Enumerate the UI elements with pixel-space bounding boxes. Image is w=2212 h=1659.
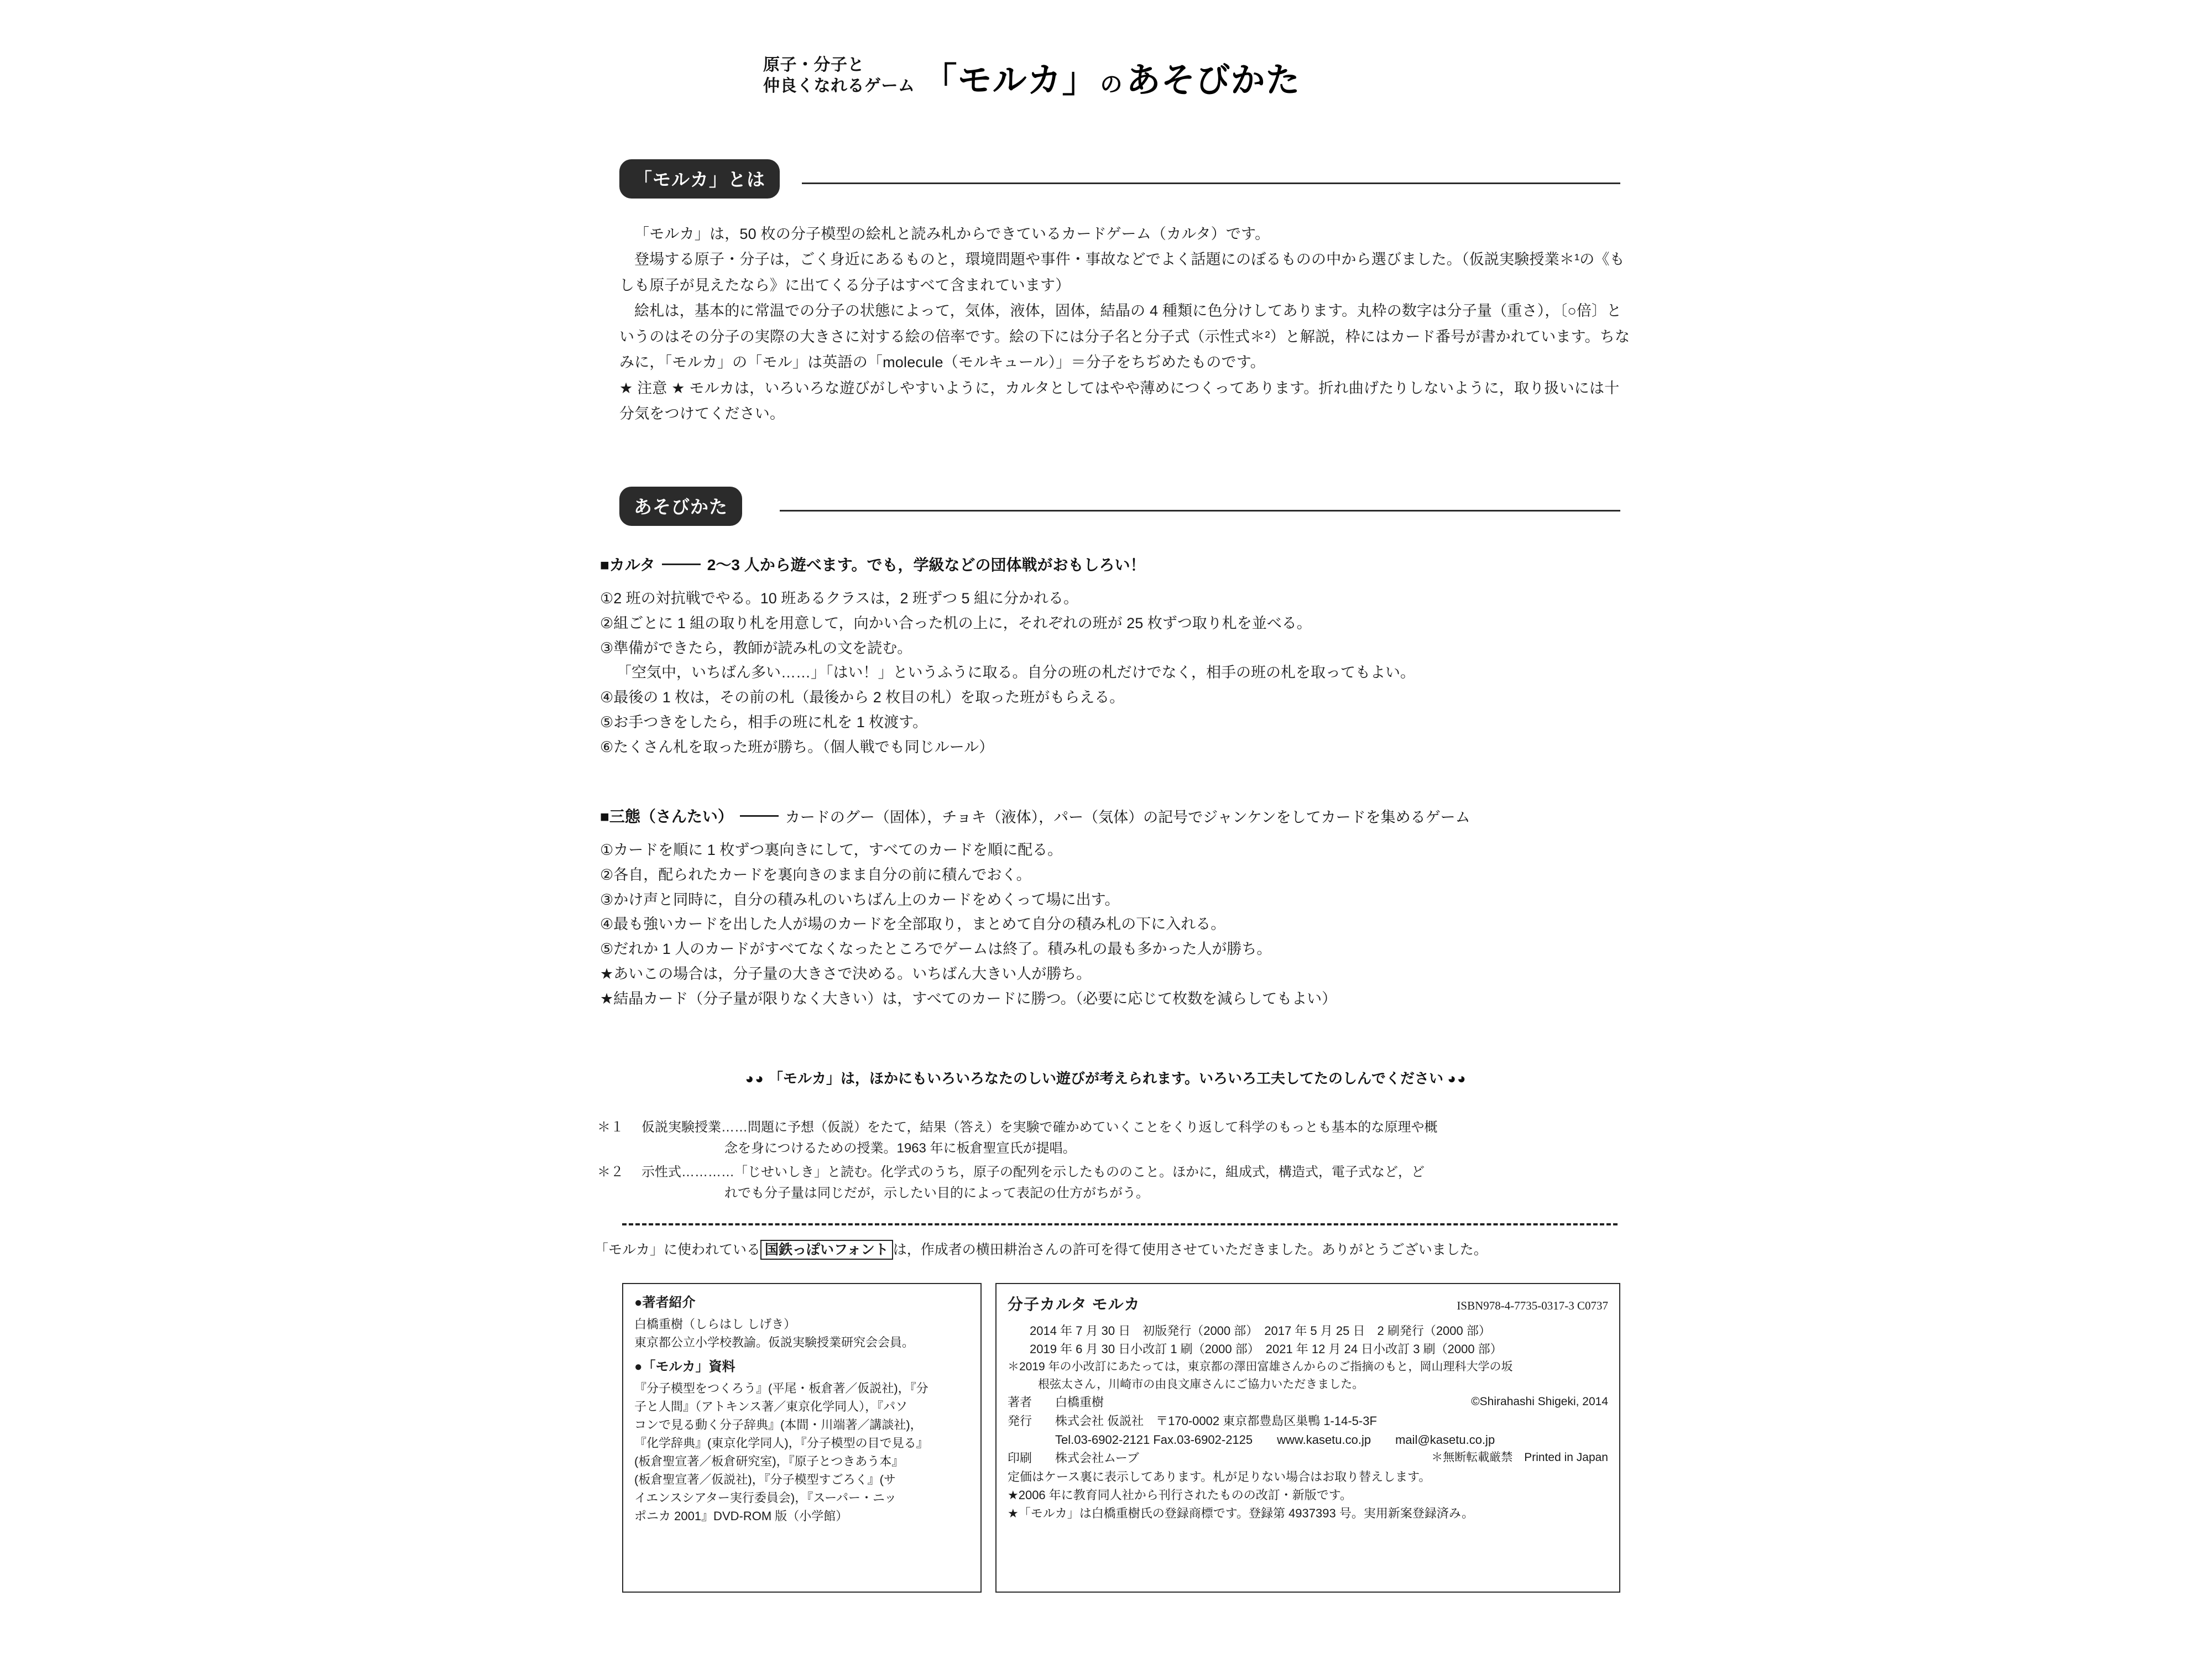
colophon-star-2: ★「モルカ」は白橋重樹氏の登録商標です。登録第 4937393 号。実用新案登録済み。 [1008,1506,1474,1521]
author-box [622,1283,982,1593]
author-name: 白橋重樹（しらはし しげき） [634,1317,796,1331]
dashed-divider [622,1223,1618,1225]
title-main-right: あそびかた [1126,61,1301,100]
colophon-publisher-value: 株式会社 仮説社 〒170-0002 東京都豊島区巣鴨 1-14-5-3F [1055,1414,1377,1428]
author-box-heading-2: ●「モルカ」資料 [634,1359,735,1374]
author-box-heading: ●著者紹介 [634,1295,696,1310]
reference-line-3: コンで見る動く分子辞典』(本間・川端著／講談社)， [634,1418,922,1432]
about-paragraph-2: 登場する原子・分子は，ごく身近にあるものと，環境問題や事件・事故などでよく話題にのぼるものの中から選びました。（仮説実験授業＊¹の《もしも原子が見えたなら》に出てくる分子はすべて含まれています） [619,251,1625,294]
colophon-reprint-note: ＊無断転載厳禁 Printed in Japan [1431,1451,1608,1464]
colophon-title: 分子カルタ モルカ [1008,1296,1140,1313]
game2-step-3: ③かけ声と同時に，自分の積み札のいちばん上のカードをめくって場に出す。 [600,891,1120,908]
game2-subtitle: カードのグー（固体），チョキ（液体），パー（気体）の記号でジャンケンをしてカードを集めるゲーム [785,808,1470,826]
game1-step-4: ④最後の 1 枚は，その前の札（最後から 2 枚目の札）を取った班がもらえる。 [600,689,1125,706]
colophon-price-note: 定価はケース裏に表示してあります。札が足りない場合はお取り替えします。 [1008,1470,1431,1484]
colophon-printer-row [1008,1449,1608,1468]
reference-line-5: (板倉聖宣著／板倉研究室)，『原子とつきあう本』 [634,1454,904,1468]
font-credit-suffix: は，作成者の横田耕治さんの許可を得て使用させていただきました。ありがとうございました。 [893,1242,1488,1258]
colophon-copyright: ©Shirahashi Shigeki, 2014 [1471,1395,1608,1408]
author-bio: 東京都公立小学校教諭。仮説実験授業研究会会員。 [634,1335,915,1349]
footnote-1 [597,1117,1648,1160]
colophon-printing-2: 2019 年 6 月 30 日小改訂 1 刷（2000 部） 2021 年 12 月 24 日小改訂 3 刷（2000 部） [1030,1342,1503,1356]
closing-note [0,1067,2212,1088]
section-rule-about [802,182,1620,184]
game1-step-1: ①2 班の対抗戦でやる。10 班あるクラスは，2 班ずつ 5 組に分かれる。 [600,590,1078,607]
game2-dash [740,815,779,817]
title-subtext-line2: 仲良くなれるゲーム [763,76,915,95]
font-credit-boxed: 国鉄っぽいフォント [760,1240,893,1260]
game1-step-3: ③準備ができたら，教師が読み札の文を読む。 [600,639,912,656]
game2-title: ■三態（さんたい） [600,808,733,825]
page-title [763,53,1301,102]
game1-dash [662,564,701,565]
colophon-author-label: 著者 [1008,1395,1032,1409]
title-main [923,53,1301,102]
colophon-author-row [1008,1393,1608,1412]
game2-step-5: ⑤だれか 1 人のカードがすべてなくなったところでゲームは終了。積み札の最も多かった人が勝ち。 [600,941,1272,958]
reference-line-7: イエンスシアター実行委員会)，『スーパー・ニッ [634,1491,897,1505]
footnote-1-mark: ＊１ [597,1120,624,1135]
title-main-left: 「モルカ」 [922,61,1097,100]
footnote-1-cont: 念を身につけるための授業。1963 年に板倉聖宣氏が提唱。 [724,1141,1076,1156]
title-subtext-line1: 原子・分子と [763,56,864,74]
colophon-contact: Tel.03-6902-2121 Fax.03-6902-2125 www.kasetu.co.jp mail@kasetu.co.jp [1055,1433,1495,1447]
reference-line-2: 子と人間』（アトキンス著／東京化学同人），『パソ [634,1400,908,1413]
game1-step-5: ⑤お手つきをしたら，相手の班に札を 1 枚渡す。 [600,714,928,731]
colophon-printer-value: 株式会社ムーブ [1055,1451,1139,1465]
game2-steps [600,838,1640,1011]
title-main-no: の [1100,72,1123,97]
note-right-icon: ◕◕ [1447,1070,1467,1087]
game1-step-2: ②組ごとに 1 組の取り札を用意して，向かい合った机の上に，それぞれの班が 25 枚ずつ取り札を並べる。 [600,614,1312,632]
game1-title: ■カルタ [600,556,655,573]
colophon-author-value: 白橋重樹 [1055,1395,1104,1409]
reference-line-8: ポニカ 2001』DVD-ROM 版（小学館） [634,1509,848,1523]
colophon-note-2019b: 根弦太さん，川崎市の由良文庫さんにご協力いただきました。 [1038,1378,1364,1391]
about-paragraph-1: 「モルカ」は，50 枚の分子模型の絵札と読み札からできているカードゲーム（カルタ）です。 [634,226,1270,242]
about-paragraph-3: 絵札は，基本的に常温での分子の状態によって，気体，液体，固体，結晶の 4 種類に色分けしてあります。丸枠の数字は分子量（重さ），〔○倍〕というのはその分子の実際の大きさに対する絵の倍率です。絵の下には分子名と分子式（示性式＊²）と解説，枠にはカード番号が書かれています。ちなみに，「モルカ」の「モル」は英語の「molecule（モルキュール）」＝分子をちぢめたものです。 [619,302,1630,371]
about-paragraph-4: ★ 注意 ★ モルカは，いろいろな遊びがしやすいように，カルタとしてはやや薄めにつくってあります。折れ曲げたりしないように，取り扱いには十分気をつけてください。 [619,379,1620,422]
colophon-star-1: ★2006 年に教育同人社から刊行されたものの改訂・新版です。 [1008,1488,1353,1503]
font-credit [594,1239,1651,1259]
colophon-printer-label: 印刷 [1008,1451,1032,1465]
game1-subtitle: 2〜3 人から遊べます。でも，学級などの団体戦がおもしろい！ [707,556,1146,573]
game2-heading [600,805,1470,827]
game2-step-2: ②各自，配られたカードを裏向きのまま自分の前に積んでおく。 [600,866,1031,883]
section-heading-about-label: 「モルカ」とは [619,159,780,199]
game2-note-2: ★結晶カード（分子量が限りなく大きい）は，すべてのカードに勝つ。（必要に応じて枚数を減らしてもよい） [600,990,1337,1007]
game2-step-1: ①カードを順に 1 枚ずつ裏向きにして，すべてのカードを順に配る。 [600,842,1063,858]
note-text: 「モルカ」は，ほかにもいろいろなたのしい遊びが考えられます。いろいろ工夫してたのしんでください [769,1070,1443,1087]
footnote-2-mark: ＊２ [597,1164,624,1180]
about-text [619,221,1634,427]
game1-steps [600,586,1640,760]
font-credit-prefix: 「モルカ」に使われている [594,1242,761,1258]
game1-step-6: ⑥たくさん札を取った班が勝ち。（個人戦でも同じルール） [600,738,994,755]
note-left-icon: ◕◕ [745,1070,765,1087]
title-subtext [763,55,915,102]
colophon-publisher-label: 発行 [1008,1414,1032,1428]
section-heading-howto-label: あそびかた [619,487,742,526]
colophon-box [995,1283,1620,1593]
footnote-1-text: 仮説実験授業……問題に予想（仮説）をたて，結果（答え）を実験で確かめていくことをくり返して科学のもっとも基本的な原理や概 [641,1120,1438,1135]
reference-line-6: (板倉聖宣著／仮説社)，『分子模型すごろく』(サ [634,1473,896,1486]
colophon-isbn: ISBN978-4-7735-0317-3 C0737 [1457,1299,1608,1312]
colophon-printing-1: 2014 年 7 月 30 日 初版発行（2000 部） 2017 年 5 月 25 日 2 刷発行（2000 部） [1030,1324,1491,1338]
footnote-2 [597,1162,1648,1204]
footnote-2-text: 示性式…………「じせいしき」と読む。化学式のうち，原子の配列を示したもののこと。ほかに，組成式，構造式，電子式など，ど [641,1164,1425,1180]
game2-note-1: ★あいこの場合は，分子量の大きさで決める。いちばん大きい人が勝ち。 [600,966,1092,983]
game1-step-3-detail: 「空気中，いちばん多い……」「はい！」というふうに取る。自分の班の札だけでなく，相手の班の札を取ってもよい。 [617,664,1415,681]
colophon-publisher-row [1008,1412,1608,1431]
game2-step-4: ④最も強いカードを出した人が場のカードを全部取り，まとめて自分の積み札の下に入れる。 [600,916,1226,933]
footnotes [597,1117,1648,1207]
section-heading-howto [619,487,742,526]
reference-line-1: 『分子模型をつくろう』(平尾・板倉著／仮説社)，『分 [634,1381,928,1395]
reference-line-4: 『化学辞典』(東京化学同人)，『分子模型の目で見る』 [634,1436,928,1450]
section-heading-about [619,159,780,199]
footnote-2-cont: れでも分子量は同じだが，示したい目的によって表記の仕方がちがう。 [724,1186,1149,1201]
game1-heading [600,553,1145,575]
colophon-note-2019: ＊2019 年の小改訂にあたっては，東京都の澤田富雄さんからのご指摘のもと，岡山理科大学の坂 [1008,1360,1513,1373]
section-rule-howto [780,510,1620,512]
